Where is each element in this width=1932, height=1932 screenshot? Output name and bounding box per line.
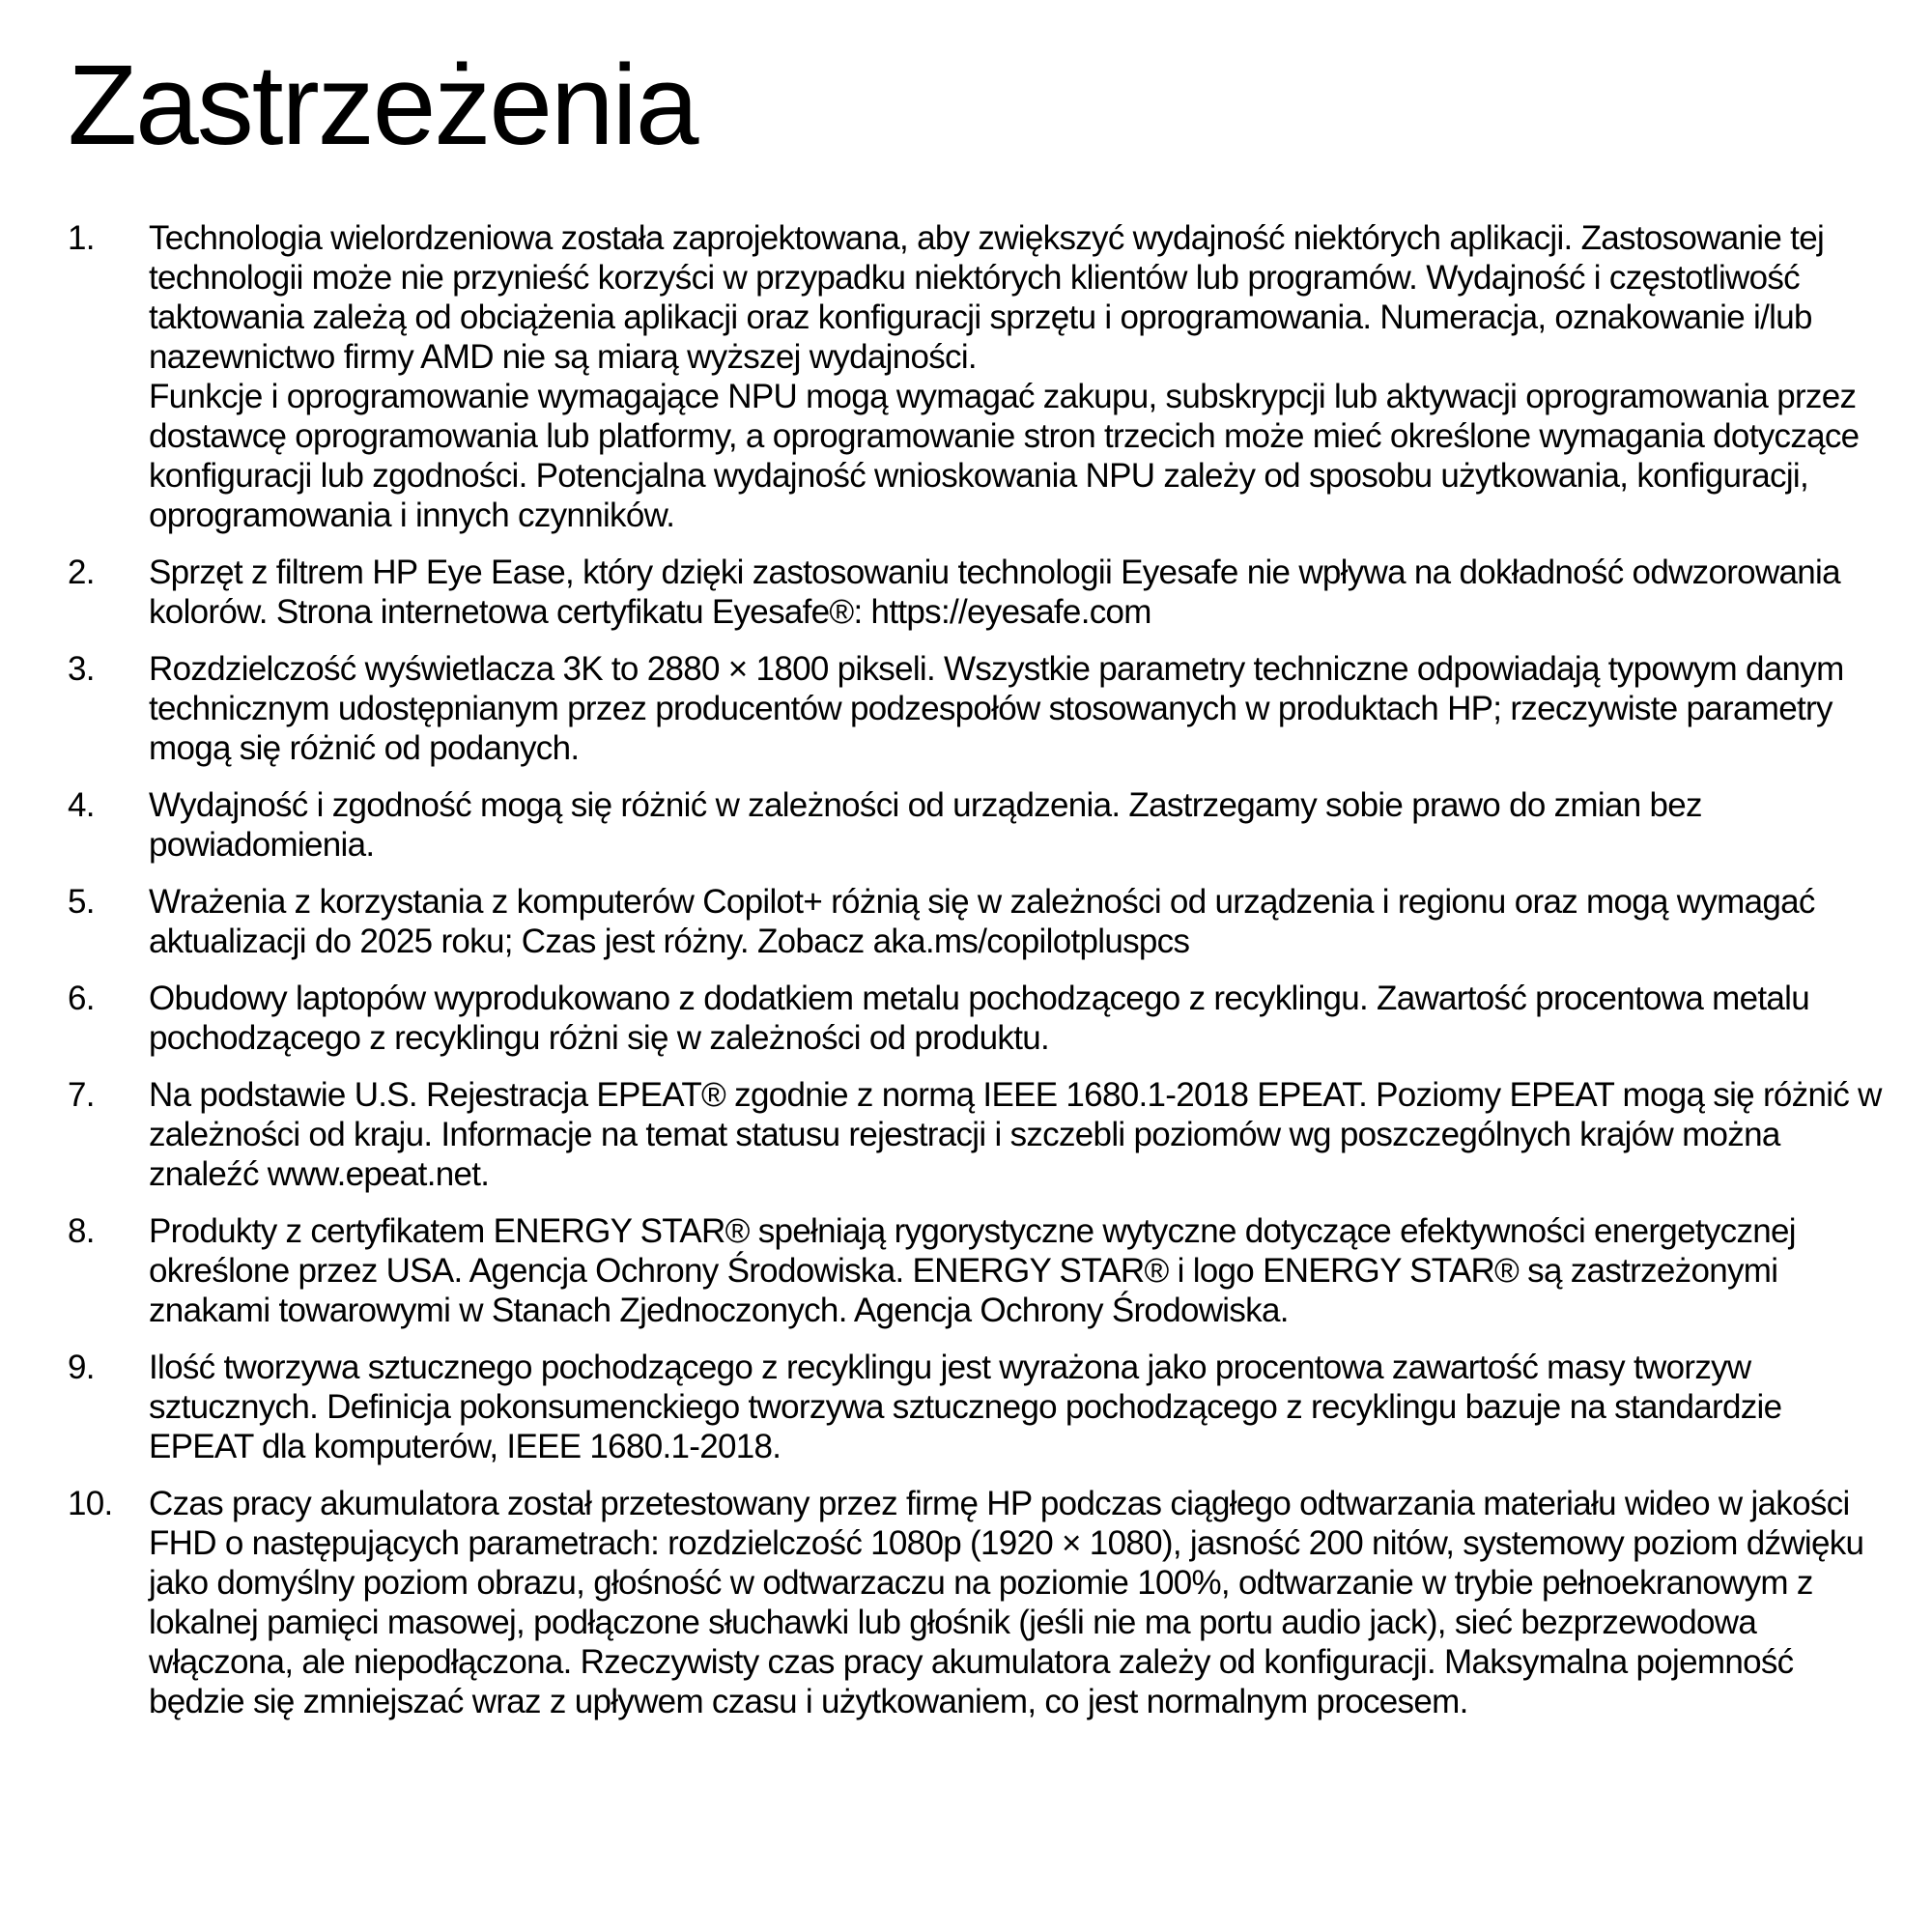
item-number: 9. <box>68 1349 95 1386</box>
list-item <box>68 649 1884 768</box>
item-body <box>149 1348 1884 1466</box>
list-item <box>68 785 1884 865</box>
item-number: 3. <box>68 650 95 688</box>
item-body <box>149 1075 1884 1194</box>
item-paragraph: Ilość tworzywa sztucznego pochodzącego z recyklingu jest wyrażona jako procentowa zawartość masy tworzyw sztucznych. Definicja pokonsumenckiego tworzywa sztucznego pochodzącego z recyklingu bazuje na standardzie EPEAT dla komputerów, IEEE 1680.1-2018. <box>149 1349 1782 1465</box>
item-paragraph: Wrażenia z korzystania z komputerów Copilot+ różnią się w zależności od urządzenia i regionu oraz mogą wymagać aktualizacji do 2025 roku; Czas jest różny. Zobacz aka.ms/copilotpluspcs <box>149 883 1815 960</box>
page-title: Zastrzeżenia <box>68 42 697 169</box>
item-body <box>149 1484 1884 1721</box>
item-paragraph: Wydajność i zgodność mogą się różnić w zależności od urządzenia. Zastrzegamy sobie prawo do zmian bez powiadomienia. <box>149 786 1702 864</box>
list-item <box>68 218 1884 535</box>
item-body <box>149 785 1884 865</box>
item-paragraph: Sprzęt z filtrem HP Eye Ease, który dzięki zastosowaniu technologii Eyesafe nie wpływa na dokładność odwzorowania kolorów. Strona internetowa certyfikatu Eyesafe®: https://eyesafe.com <box>149 554 1840 631</box>
item-paragraph: Funkcje i oprogramowanie wymagające NPU mogą wymagać zakupu, subskrypcji lub aktywacji oprogramowania przez dostawcę oprogramowania lub platformy, a oprogramowanie stron trzecich może mieć określone wymagania dotyczące konfiguracji lub zgodności. Potencjalna wydajność wnioskowania NPU zależy od sposobu użytkowania, konfiguracji, oprogramowania i innych czynników. <box>149 378 1860 534</box>
list-item <box>68 1075 1884 1194</box>
item-paragraph: Na podstawie U.S. Rejestracja EPEAT® zgodnie z normą IEEE 1680.1-2018 EPEAT. Poziomy EPEAT mogą się różnić w zależności od kraju. Informacje na temat statusu rejestracji i szczebli poziomów wg poszczególnych krajów można znaleźć www.epeat.net. <box>149 1076 1882 1193</box>
item-body <box>149 553 1884 632</box>
item-paragraph: Obudowy laptopów wyprodukowano z dodatkiem metalu pochodzącego z recyklingu. Zawartość procentowa metalu pochodzącego z recyklingu różni się w zależności od produktu. <box>149 980 1810 1057</box>
item-number: 10. <box>68 1485 113 1522</box>
list-item <box>68 1348 1884 1466</box>
item-number: 1. <box>68 219 95 257</box>
list-item <box>68 1484 1884 1721</box>
item-body <box>149 218 1884 535</box>
item-body <box>149 1211 1884 1330</box>
disclaimer-list <box>68 218 1884 1721</box>
item-body <box>149 649 1884 768</box>
list-item <box>68 882 1884 961</box>
list-item <box>68 979 1884 1058</box>
item-number: 6. <box>68 980 95 1017</box>
item-body <box>149 882 1884 961</box>
item-number: 7. <box>68 1076 95 1114</box>
item-paragraph: Rozdzielczość wyświetlacza 3K to 2880 × 1800 pikseli. Wszystkie parametry techniczne odpowiadają typowym danym technicznym udostępnianym przez producentów podzespołów stosowanych w produktach HP; rzeczywiste parametry mogą się różnić od podanych. <box>149 650 1844 767</box>
list-item <box>68 553 1884 632</box>
item-number: 4. <box>68 786 95 824</box>
item-paragraph: Technologia wielordzeniowa została zaprojektowana, aby zwiększyć wydajność niektórych aplikacji. Zastosowanie tej technologii może nie przynieść korzyści w przypadku niektórych klientów lub programów. Wydajność i częstotliwość taktowania zależą od obciążenia aplikacji oraz konfiguracji sprzętu i oprogramowania. Numeracja, oznakowanie i/lub nazewnictwo firmy AMD nie są miarą wyższej wydajności. <box>149 219 1825 376</box>
item-body <box>149 979 1884 1058</box>
item-number: 2. <box>68 554 95 591</box>
list-item <box>68 1211 1884 1330</box>
document-page <box>68 42 1884 1739</box>
item-paragraph: Czas pracy akumulatora został przetestowany przez firmę HP podczas ciągłego odtwarzania materiału wideo w jakości FHD o następujących parametrach: rozdzielczość 1080p (1920 × 1080), jasność 200 nitów, systemowy poziom dźwięku jako domyślny poziom obrazu, głośność w odtwarzaczu na poziomie 100%, odtwarzanie w trybie pełnoekranowym z lokalnej pamięci masowej, podłączone słuchawki lub głośnik (jeśli nie ma portu audio jack), sieć bezprzewodowa włączona, ale niepodłączona. Rzeczywisty czas pracy akumulatora zależy od konfiguracji. Maksymalna pojemność będzie się zmniejszać wraz z upływem czasu i użytkowaniem, co jest normalnym procesem. <box>149 1485 1864 1720</box>
item-number: 5. <box>68 883 95 921</box>
item-number: 8. <box>68 1212 95 1250</box>
item-paragraph: Produkty z certyfikatem ENERGY STAR® spełniają rygorystyczne wytyczne dotyczące efektywności energetycznej określone przez USA. Agencja Ochrony Środowiska. ENERGY STAR® i logo ENERGY STAR® są zastrzeżonymi znakami towarowymi w Stanach Zjednoczonych. Agencja Ochrony Środowiska. <box>149 1212 1796 1329</box>
